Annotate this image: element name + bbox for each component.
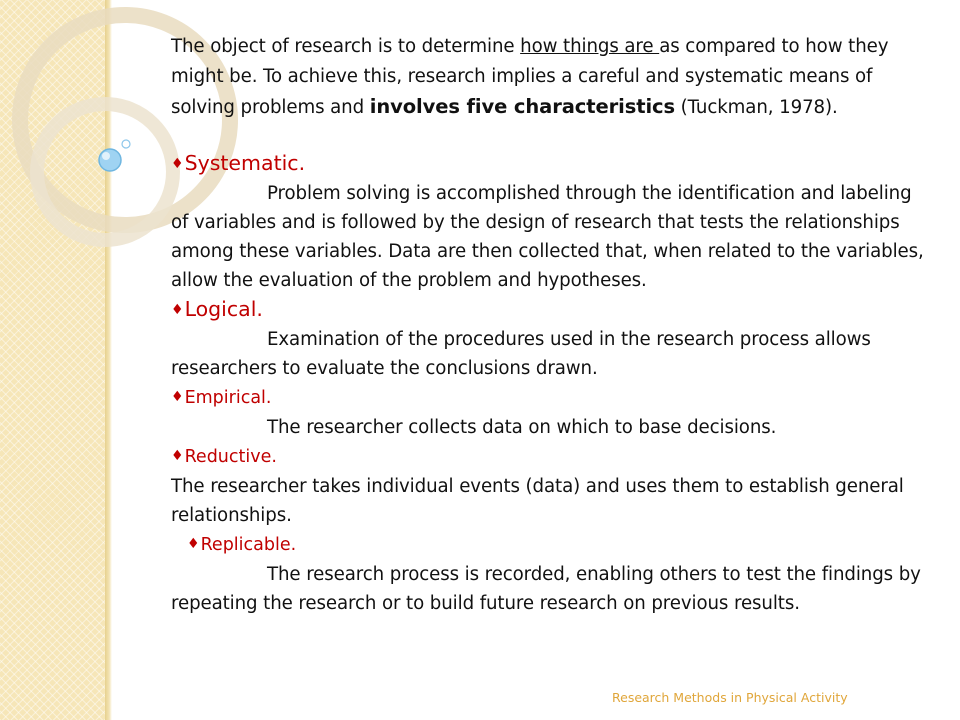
body-logical: Examination of the procedures used in the research process allows researchers to evaluate the conclusions drawn. xyxy=(171,329,871,379)
body-replicable: The research process is recorded, enabling others to test the findings by repeating the research or to build future research on previous results. xyxy=(171,564,921,614)
heading-systematic xyxy=(171,149,931,179)
side-band-edge xyxy=(105,0,112,720)
diamond-bullet-icon: ♦ xyxy=(171,389,184,405)
intro-bold-text: involves five characteristics xyxy=(369,95,675,118)
heading-reductive xyxy=(171,442,931,472)
diamond-bullet-icon: ♦ xyxy=(171,448,184,464)
body-systematic: Problem solving is accomplished through the identification and labeling of variables and is followed by the design of research that tests the relationships among these variables. Data are then collected that, when related to the variables, allow the evaluation of the problem and hypotheses. xyxy=(171,183,924,291)
heading-empirical-label: Empirical. xyxy=(184,388,272,408)
diamond-bullet-icon: ♦ xyxy=(171,156,184,172)
diamond-bullet-icon: ♦ xyxy=(171,302,184,318)
intro-underlined-text: how things are xyxy=(520,36,660,57)
intro-paragraph xyxy=(171,32,931,123)
intro-text-1: The object of research is to determine xyxy=(171,36,521,57)
diamond-bullet-icon: ♦ xyxy=(187,536,200,552)
heading-logical xyxy=(171,295,931,325)
intro-citation: (Tuckman, 1978). xyxy=(675,97,838,118)
body-empirical: The researcher collects data on which to base decisions. xyxy=(267,417,777,438)
heading-systematic-label: Systematic. xyxy=(184,151,306,175)
heading-reductive-label: Reductive. xyxy=(184,447,277,467)
heading-empirical xyxy=(171,383,931,413)
heading-logical-label: Logical. xyxy=(184,297,263,321)
slide-content xyxy=(171,32,931,618)
body-reductive: The researcher takes individual events (data) and uses them to establish general relationships. xyxy=(171,476,904,526)
intro-text-2: as compared to how they might be. To achieve this, research implies a careful and systematic means of solving problems and xyxy=(171,36,889,118)
small-bubble-icon xyxy=(122,140,130,148)
decorative-side-band xyxy=(0,0,105,720)
heading-replicable xyxy=(171,530,931,560)
heading-replicable-label: Replicable. xyxy=(200,535,297,555)
slide-footer: Research Methods in Physical Activity xyxy=(612,690,848,705)
